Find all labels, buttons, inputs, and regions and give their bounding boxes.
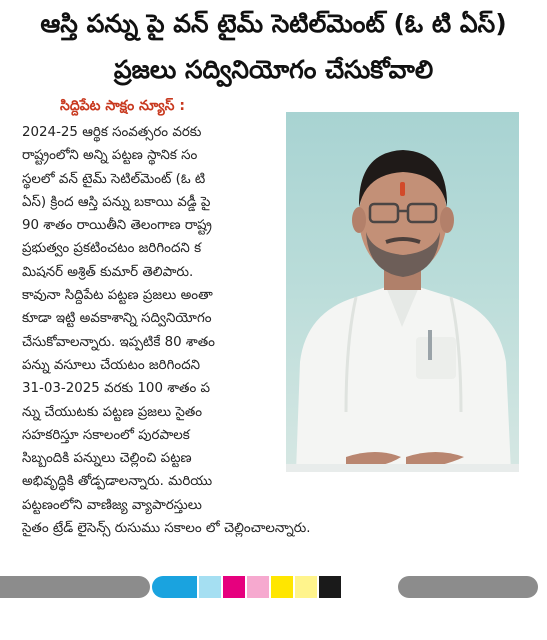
article-line: స్థలలో వన్ టైమ్ సెటిల్‌మెంట్ (ఓ టి — [22, 171, 206, 187]
color-swatch-yellow — [271, 576, 293, 598]
article-last-line: సైతం ట్రేడ్ లైసెన్స్ రుసుము సకాలం లో చెల్లించాలన్నారు. — [22, 521, 311, 536]
article-line: కూడా ఇట్టి అవకాశాన్ని సద్వినియోగం — [22, 311, 212, 327]
portrait-illustration — [286, 112, 519, 472]
article-line: రాష్ట్రంలోని అన్ని పట్టణ స్థానిక సం — [22, 148, 198, 164]
article-line: సహకరిస్తూ సకాలంలో పురపాలక — [22, 427, 190, 443]
article-line: ఏస్) క్రింద ఆస్తి పన్ను బకాయి వడ్డీ పై — [22, 194, 211, 210]
article-line: కావునా సిద్దిపేట పట్టణ ప్రజలు అంతా — [22, 288, 213, 304]
article-line: సిబ్బందికి పన్నులు చెల్లించి పట్టణ — [22, 451, 192, 467]
article-line: పన్ను వసూలు చేయటం జరిగిందని — [22, 357, 201, 373]
color-swatch-magenta — [223, 576, 245, 598]
article-line: మిషనర్ అశ్రిత్ కుమార్ తెలిపారు. — [22, 264, 194, 280]
article-line: చేసుకోవాలన్నారు. ఇప్పటికే 80 శాతం — [22, 334, 215, 350]
article-line: ప్రభుత్వం ప్రకటించటం జరిగిందని క — [22, 241, 202, 257]
color-swatch-pink — [247, 576, 269, 598]
color-swatch-cyan — [152, 576, 197, 598]
article-line: 90 శాతం రాయితీని తెలంగాణ రాష్ట్ర — [22, 218, 212, 234]
headline-line-1: ఆస్తి పన్ను పై వన్ టైమ్ సెటిల్‌మెంట్ (ఓ టి ఏస్) — [40, 9, 507, 38]
color-swatch-black — [319, 576, 341, 598]
article-line: 2024-25 ఆర్థిక సంవత్సరం వరకు — [22, 125, 202, 140]
byline: సిద్దిపేట సాక్షం న్యూస్ : — [60, 98, 185, 114]
article-line: 31-03-2025 వరకు 100 శాతం ప — [22, 381, 211, 397]
article-line: పట్టణంలోని వాణిజ్య వ్యాపారస్తులు — [22, 497, 202, 513]
article-line: న్ను చేయుటకు పట్టణ ప్రజలు సైతం — [22, 404, 203, 420]
headline-line-2: ప్రజలు సద్వినియోగం చేసుకోవాలి — [113, 55, 434, 84]
article-line: అభివృద్ధికి తోడ్పడాలన్నారు. మరియు — [22, 474, 213, 490]
printer-color-registration-bar — [0, 576, 547, 598]
article-body — [22, 121, 272, 517]
color-swatch-gray-right — [398, 576, 538, 598]
color-swatch-light-yellow — [295, 576, 317, 598]
color-swatch-gray — [0, 576, 150, 598]
commissioner-photo — [286, 112, 519, 472]
color-swatch-light-cyan — [199, 576, 221, 598]
